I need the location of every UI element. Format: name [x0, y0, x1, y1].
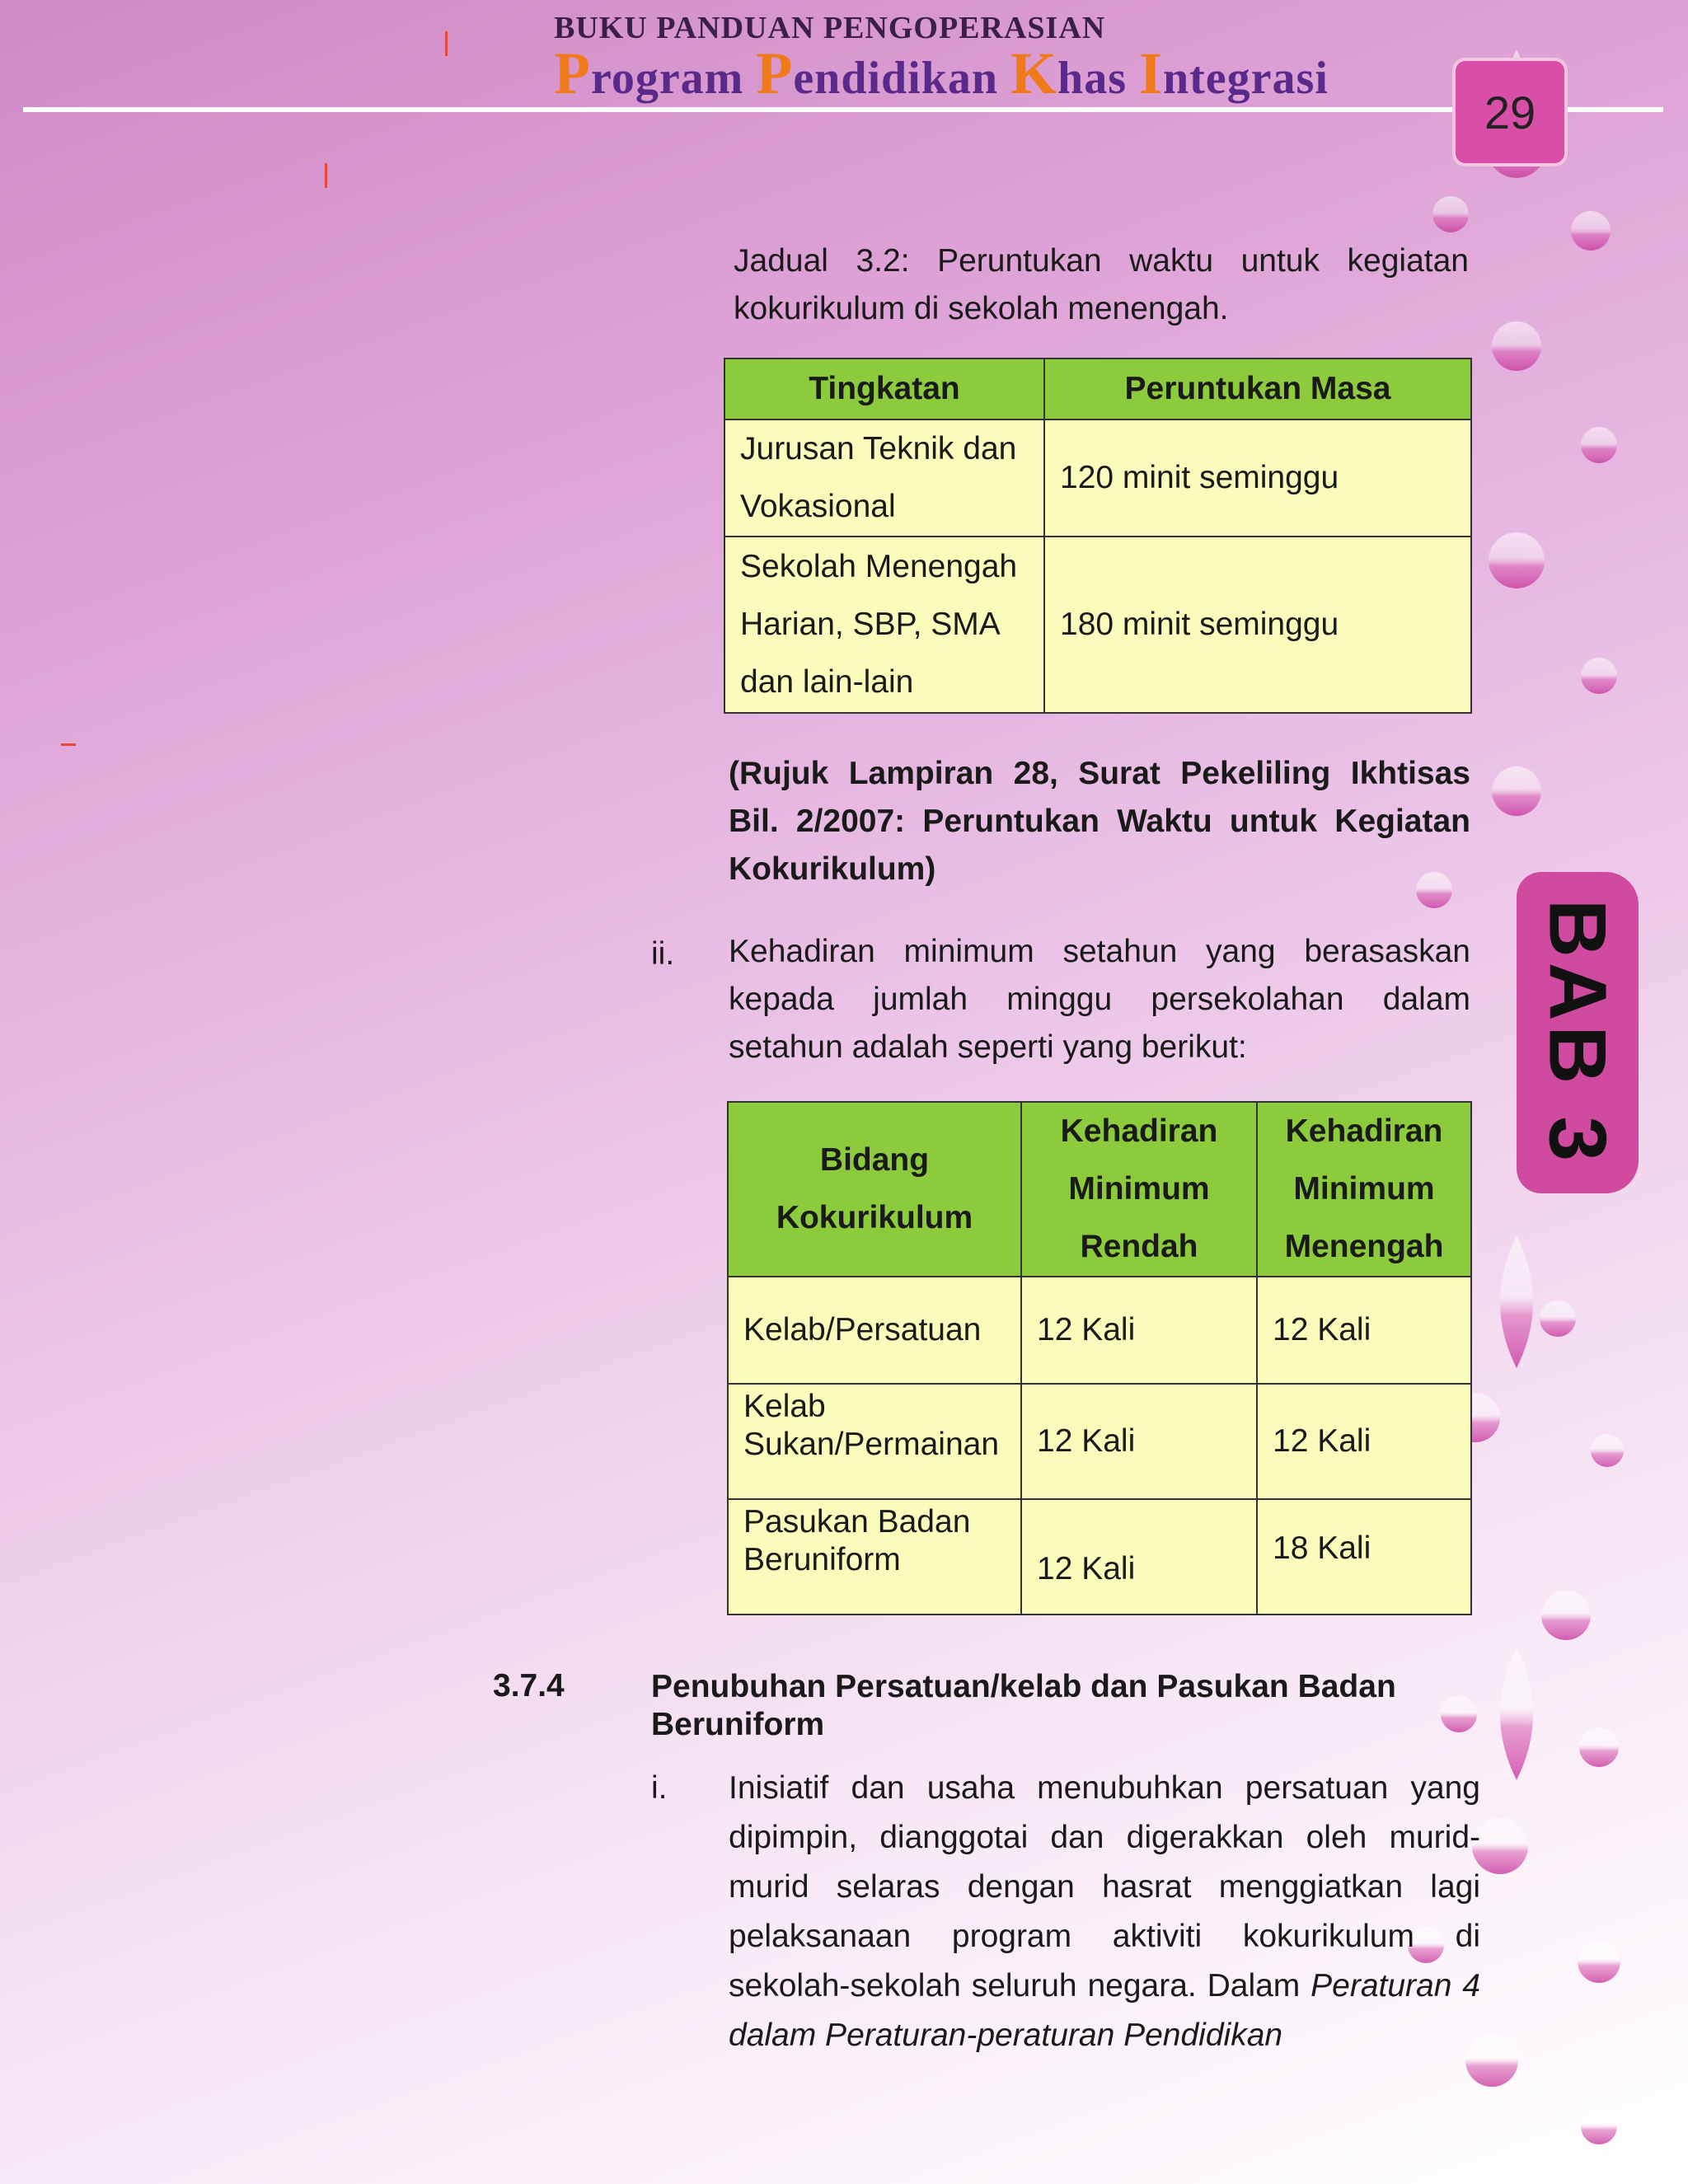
cell-line: Sekolah Menengah: [740, 549, 1018, 584]
table-header-cell: Peruntukan Masa: [1044, 359, 1471, 419]
cell-line: dan lain-lain: [740, 664, 914, 700]
subtitle-initial: P: [554, 40, 591, 106]
cell-line: Sukan/Permainan: [743, 1427, 1000, 1462]
table-cell: Kelab/Persatuan: [728, 1277, 1021, 1384]
subtitle-word: ntegrasi: [1163, 53, 1329, 104]
chapter-tab-label: BAB 3: [1532, 898, 1624, 1167]
cell-line: Beruniform: [743, 1542, 901, 1577]
table-header-cell: Tingkatan: [724, 359, 1044, 419]
table-cell: 12 Kali: [1021, 1499, 1257, 1615]
header-line: Kehadiran: [1285, 1113, 1443, 1149]
subtitle-initial: I: [1138, 40, 1164, 106]
table-cell: [728, 1384, 1021, 1499]
cell-line: Jurusan Teknik dan: [740, 431, 1017, 466]
table-cell: 12 Kali: [1257, 1384, 1471, 1499]
list-marker: i.: [651, 1770, 668, 1806]
header-subtitle: [554, 40, 1329, 108]
table-header-cell: [1021, 1102, 1257, 1277]
header-line: Minimum: [1293, 1171, 1435, 1207]
table-cell: [728, 1499, 1021, 1615]
table-cell: [724, 537, 1044, 713]
table-cell: [724, 419, 1044, 537]
paragraph-text: Inisiatif dan usaha menubuhkan persatuan yang dipimpin, dianggotai dan digerakkan oleh murid-murid selaras dengan hasrat menggiatkan lagi pelaksanaan program aktiviti kokurikulum di sekolah-sekolah seluruh negara. Dalam: [729, 1770, 1480, 2004]
header-line: Rendah: [1080, 1229, 1198, 1264]
attendance-table: [727, 1101, 1472, 1615]
table-caption: Jadual 3.2: Peruntukan waktu untuk kegiatan kokurikulum di sekolah menengah.: [734, 243, 1469, 326]
list-item-text: Kehadiran minimum setahun yang berasaskan kepada jumlah minggu persekolahan dalam setahun adalah seperti yang berikut:: [729, 934, 1470, 1065]
table-cell: 12 Kali: [1021, 1277, 1257, 1384]
table-cell: 12 Kali: [1021, 1384, 1257, 1499]
table-cell: 120 minit seminggu: [1044, 419, 1471, 537]
table-header-cell: [1257, 1102, 1471, 1277]
table-row: [728, 1384, 1471, 1499]
header-line: Kehadiran: [1060, 1113, 1218, 1149]
margin-mark: [61, 743, 76, 746]
table-cell: 180 minit seminggu: [1044, 537, 1471, 713]
paragraph-italic-text: Peraturan 4 dalam Peraturan-peraturan Pendidikan: [729, 1968, 1480, 2053]
chapter-tab: [1517, 872, 1639, 1193]
table-header-cell: [728, 1102, 1021, 1277]
subtitle-word: endidikan: [793, 53, 1011, 104]
subtitle-word: has: [1057, 53, 1139, 104]
page-number-badge: [1456, 61, 1564, 163]
page-number: 29: [1484, 87, 1536, 138]
subtitle-initial: P: [756, 40, 794, 106]
cell-line: Vokasional: [740, 489, 896, 524]
table-header-row: [728, 1102, 1471, 1277]
table-row: [724, 537, 1471, 713]
table-row: [728, 1277, 1471, 1384]
margin-mark: [445, 31, 448, 56]
header-line: Bidang: [819, 1142, 930, 1178]
header-line: Menengah: [1284, 1229, 1444, 1264]
table-header-row: [724, 359, 1471, 419]
margin-mark: [325, 163, 327, 188]
cell-line: Harian, SBP, SMA: [740, 607, 1001, 642]
table-cell: 18 Kali: [1257, 1499, 1471, 1615]
subtitle-initial: K: [1010, 40, 1058, 106]
reference-note: (Rujuk Lampiran 28, Surat Pekeliling Ikhtisas Bil. 2/2007: Peruntukan Waktu untuk Kegiatan Kokurikulum): [729, 756, 1470, 887]
list-item-text: [729, 1764, 1480, 2060]
cell-line: Pasukan Badan: [743, 1504, 971, 1540]
header-line: Kokurikulum: [776, 1200, 973, 1235]
table-row: [724, 419, 1471, 537]
time-allocation-table: [724, 358, 1472, 714]
header-line: Minimum: [1068, 1171, 1210, 1207]
table-cell: 12 Kali: [1257, 1277, 1471, 1384]
list-marker: ii.: [651, 936, 675, 972]
section-number: 3.7.4: [493, 1668, 565, 1704]
header-title: BUKU PANDUAN PENGOPERASIAN: [554, 11, 1106, 45]
cell-line: Kelab: [743, 1389, 826, 1424]
section-title: Penubuhan Persatuan/kelab dan Pasukan Badan Beruniform: [651, 1669, 1396, 1742]
table-row: [728, 1499, 1471, 1615]
subtitle-word: rogram: [590, 53, 757, 104]
